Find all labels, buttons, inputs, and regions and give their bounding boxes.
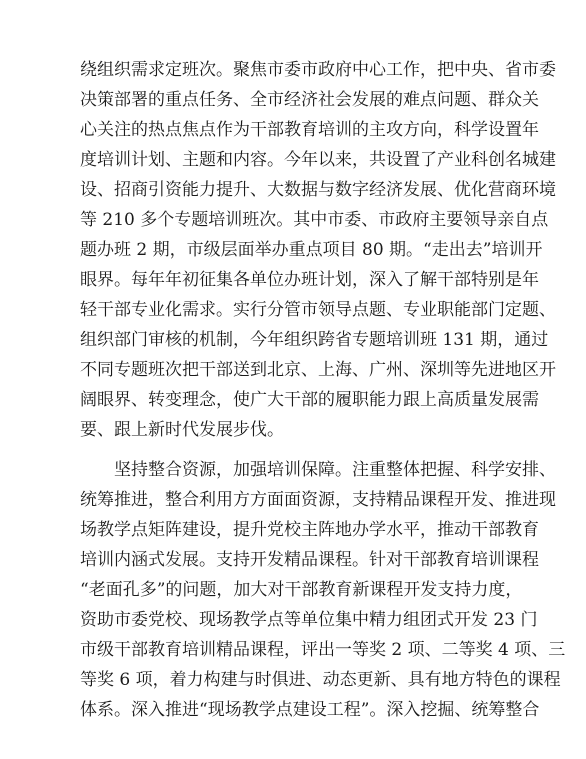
- paragraph-2-line-3: 场教学点矩阵建设，提升党校主阵地办学水平，推动干部教育: [80, 520, 539, 540]
- paragraph-1-line-5: 设、招商引资能力提升、大数据与数字经济发展、优化营商环境: [80, 180, 556, 200]
- paragraph-1-line-3: 心关注的热点焦点作为干部教育培训的主攻方向，科学设置年: [80, 120, 539, 140]
- paragraph-1-line-8: 眼界。每年年初征集各单位办班计划，深入了解干部特别是年: [80, 270, 539, 290]
- paragraph-1-line-10: 组织部门审核的机制，今年组织跨省专题培训班 131 期，通过: [80, 330, 549, 350]
- paragraph-2-line-7: 市级干部教育培训精品课程，评出一等奖 2 项、二等奖 4 项、三: [80, 640, 566, 660]
- paragraph-1-line-13: 要、跟上新时代发展步伐。: [80, 420, 284, 440]
- paragraph-1-line-12: 阔眼界、转变理念，使广大干部的履职能力跟上高质量发展需: [80, 390, 539, 410]
- paragraph-2-line-6: 资助市委党校、现场教学点等单位集中精力组团式开发 23 门: [80, 610, 538, 630]
- paragraph-1-line-9: 轻干部专业化需求。实行分管市领导点题、专业职能部门定题、: [80, 300, 556, 320]
- paragraph-1-line-6: 等 210 多个专题培训班次。其中市委、市政府主要领导亲自点: [80, 210, 549, 230]
- paragraph-2-line-5: “老面孔多”的问题，加大对干部教育新课程开发支持力度，: [80, 580, 523, 600]
- paragraph-1-line-11: 不同专题班次把干部送到北京、上海、广州、深圳等先进地区开: [80, 360, 556, 380]
- paragraph-2-line-2: 统筹推进，整合利用方方面面资源，支持精品课程开发、推进现: [80, 490, 556, 510]
- paragraph-2-line-8: 等奖 6 项，着力构建与时俱进、动态更新、具有地方特色的课程: [80, 670, 561, 690]
- paragraph-2-line-1: 坚持整合资源，加强培训保障。注重整体把握、科学安排、: [114, 460, 556, 480]
- paragraph-2-line-4: 培训内涵式发展。支持开发精品课程。针对干部教育培训课程: [80, 550, 539, 570]
- paragraph-1-line-2: 决策部署的重点任务、全市经济社会发展的难点问题、群众关: [80, 90, 539, 110]
- paragraph-1-line-4: 度培训计划、主题和内容。今年以来，共设置了产业科创名城建: [80, 150, 556, 170]
- paragraph-1-line-1: 绕组织需求定班次。聚焦市委市政府中心工作，把中央、省市委: [80, 60, 556, 80]
- paragraph-1-line-7: 题办班 2 期，市级层面举办重点项目 80 期。“走出去”培训开: [80, 240, 543, 260]
- paragraph-2-line-9: 体系。深入推进“现场教学点建设工程”。深入挖掘、统筹整合: [80, 700, 540, 720]
